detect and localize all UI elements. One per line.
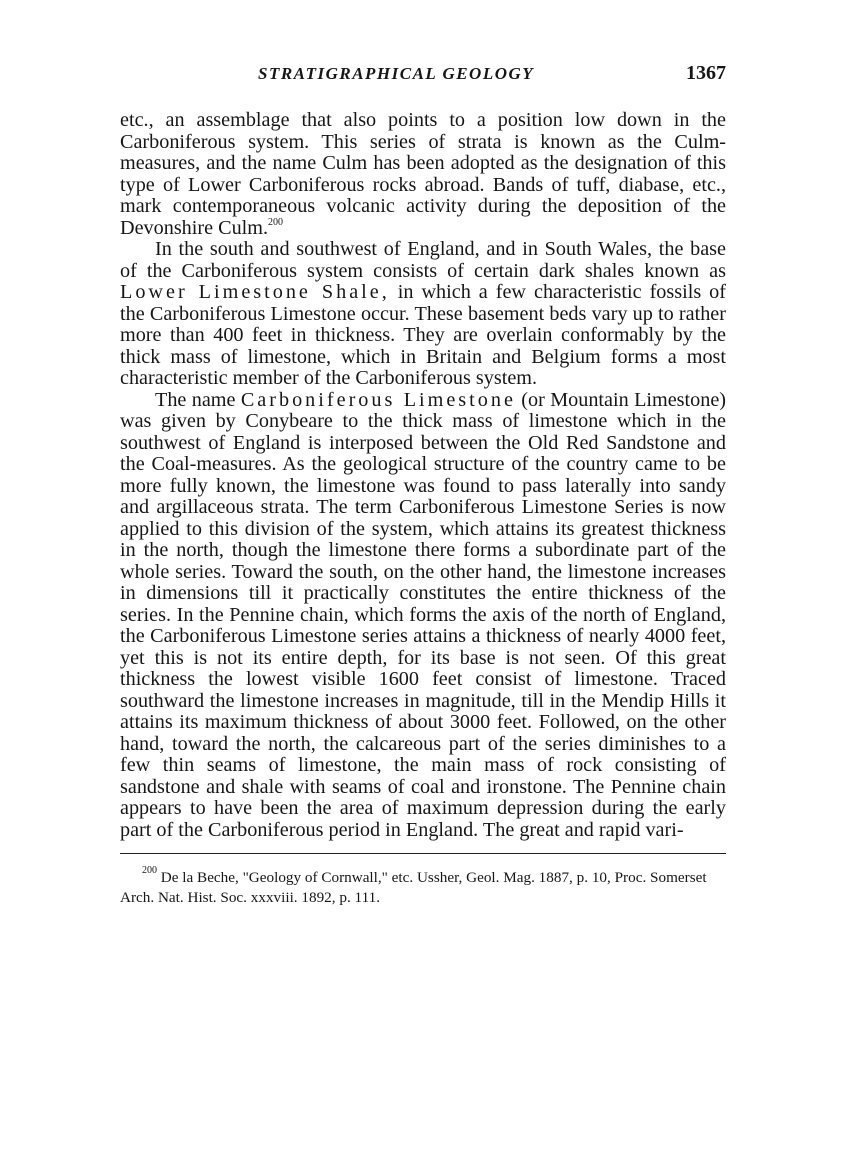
paragraph-lower-limestone-shale [120, 239, 726, 390]
paragraph-culm [120, 110, 726, 239]
paragraph-carboniferous-limestone [120, 390, 726, 842]
body-text [120, 110, 726, 841]
footnote-divider [120, 853, 726, 854]
spaced-term: Lower Limestone Shale, [120, 281, 390, 303]
paragraph-text: The name [155, 388, 241, 411]
paragraph-text: etc., an assemblage that also points to a position low down in the Carboniferous system. This series of strata is known as the Culm-measures, and the name Culm has been adopted as the designation of this type of Lower Carboniferous rocks abroad. Bands of tuff, diabase, etc., mark contemporaneous volcanic activity during the deposition of the Devonshire Culm. [120, 109, 726, 239]
page-header [120, 60, 726, 90]
paragraph-text: (or Mountain Limestone) was given by Conybeare to the thick mass of limestone which in the southwest of England is interposed between the Old Red Sandstone and the Coal-measures. As the geological structure of the country came to be more fully known, the limestone was found to pass laterally into sandy and argillaceous strata. The term Carboniferous Limestone Series is now applied to this division of the system, which attains its greatest thickness in the north, though the limestone there forms a subordinate part of the whole series. Toward the south, on the other hand, the limestone increases in dimensions till it practically constitutes the entire thickness of the series. In the Pennine chain, which forms the axis of the north of England, the Carboniferous Limestone series attains a thickness of nearly 4000 feet, yet this is not its entire depth, for its base is not seen. Of this great thickness the lowest visible 1600 feet consist of limestone. Traced southward the limestone increases in magnitude, till in the Mendip Hills it attains its maximum thickness of about 3000 feet. Followed, on the other hand, toward the north, the calcareous part of the series diminishes to a few thin seams of limestone, the main mass of rock consisting of sandstone and shale with seams of coal and ironstone. The Pennine chain appears to have been the area of maximum depression during the early part of the Carboniferous period in England. The great and rapid vari- [120, 388, 727, 841]
footnote [120, 865, 726, 908]
book-page [120, 60, 726, 908]
paragraph-text: In the south and southwest of England, and in South Wales, the base of the Carboniferous system consists of certain dark shales known as [120, 238, 726, 282]
page-number: 1367 [686, 62, 726, 84]
footnote-text: De la Beche, "Geology of Cornwall," etc. Ussher, Geol. Mag. 1887, p. 10, Proc. Somerset Arch. Nat. Hist. Soc. xxxviii. 1892, p. 111. [120, 869, 707, 906]
footnote-reference: 200 [268, 216, 284, 228]
spaced-term: Carboniferous Limestone [240, 388, 516, 411]
running-title: STRATIGRAPHICAL GEOLOGY [258, 64, 535, 83]
paragraph-text: in which a few characteristic fossils of the Carboniferous Limestone occur. These basement beds vary up to rather more than 400 feet in thickness. They are overlain conformably by the thick mass of limestone, which in Britain and Belgium forms a most characteristic member of the Carboniferous system. [120, 281, 726, 389]
footnote-mark: 200 [142, 865, 157, 876]
